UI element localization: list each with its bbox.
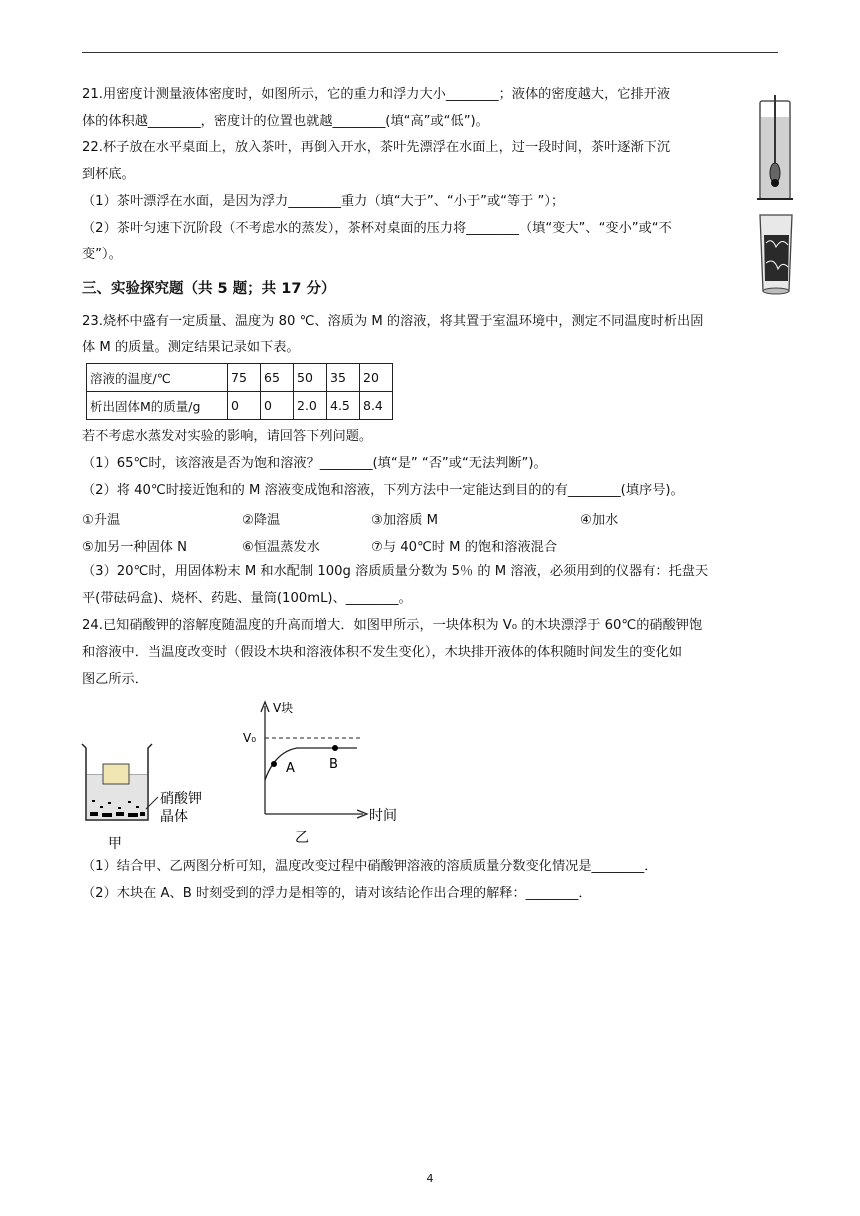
q24-line2: 和溶液中．当温度改变时（假设木块和溶液体积不发生变化），木块排开液体的体积随时间发生的变化如 bbox=[82, 645, 683, 660]
q23-sub1: （1）65℃时，该溶液是否为饱和溶液？________(填“是” “否”或“无法判断”)。 bbox=[82, 456, 547, 471]
table-cell: 0 bbox=[228, 392, 261, 420]
point-b-label: B bbox=[329, 757, 338, 772]
table-row bbox=[87, 364, 393, 392]
table-cell: 8.4 bbox=[360, 392, 393, 420]
point-a-label: A bbox=[286, 761, 295, 776]
q23-line2: 体 M 的质量。测定结果记录如下表。 bbox=[82, 340, 300, 355]
q22-sub1: （1）茶叶漂浮在水面，是因为浮力________重力（填“大于”、“小于”或“等于 ”）； bbox=[82, 194, 565, 209]
figure-label: 晶体 bbox=[160, 809, 188, 825]
table-cell: 35 bbox=[327, 364, 360, 392]
q22-sub2-line2: 变”）。 bbox=[82, 247, 122, 262]
q23-line1: 23.烧杯中盛有一定质量、温度为 80 ℃、溶质为 M 的溶液，将其置于室温环境中，测定不同温度时析出固 bbox=[82, 314, 704, 329]
q23-note: 若不考虑水蒸发对实验的影响，请回答下列问题。 bbox=[82, 429, 373, 444]
q22-line1: 22.杯子放在水平桌面上，放入茶叶，再倒入开水，茶叶先漂浮在水面上，过一段时间，茶叶逐渐下沉 bbox=[82, 140, 671, 155]
beaker-figure bbox=[78, 740, 238, 855]
option-7: ⑦与 40℃时 M 的饱和溶液混合 bbox=[371, 540, 558, 555]
table-cell: 0 bbox=[261, 392, 294, 420]
table-cell: 65 bbox=[261, 364, 294, 392]
point-a bbox=[271, 761, 277, 767]
page-number: 4 bbox=[426, 1172, 434, 1185]
x-axis-label: 时间 bbox=[369, 808, 397, 824]
header-rule bbox=[82, 52, 778, 53]
q23-sub3-line1: （3）20℃时，用固体粉末 M 和水配制 100g 溶质质量分数为 5％ 的 M 溶液，必须用到的仪器有：托盘天 bbox=[82, 564, 709, 579]
figure-caption: 乙 bbox=[295, 830, 309, 846]
q22-line2: 到杯底。 bbox=[82, 167, 135, 182]
option-4: ④加水 bbox=[580, 513, 619, 528]
q21-line1: 21.用密度计测量液体密度时，如图所示，它的重力和浮力大小________；液体的密度越大，它排开液 bbox=[82, 87, 671, 102]
q24-line3: 图乙所示． bbox=[82, 672, 148, 687]
table-cell: 20 bbox=[360, 364, 393, 392]
q24-sub1: （1）结合甲、乙两图分析可知，温度改变过程中硝酸钾溶液的溶质质量分数变化情况是________． bbox=[82, 859, 658, 874]
table-cell: 4.5 bbox=[327, 392, 360, 420]
option-3: ③加溶质 M bbox=[371, 513, 438, 528]
q22-sub2-line1: （2）茶叶匀速下沉阶段（不考虑水的蒸发），茶杯对桌面的压力将________（填“变大”、“变小”或“不 bbox=[82, 221, 672, 236]
q23-sub3-line2: 平(带砝码盒)、烧杯、药匙、量筒(100mL)、________。 bbox=[82, 591, 412, 606]
q23-sub2: （2）将 40℃时接近饱和的 M 溶液变成饱和溶液，下列方法中一定能达到目的的有________(填序号)。 bbox=[82, 483, 684, 498]
option-2: ②降温 bbox=[242, 513, 281, 528]
option-5: ⑤加另一种固体 N bbox=[82, 540, 188, 555]
table-row bbox=[87, 392, 393, 420]
figure-label: 硝酸钾 bbox=[160, 791, 202, 807]
q24-line1: 24.已知硝酸钾的溶解度随温度的升高而增大．如图甲所示，一块体积为 V₀ 的木块漂浮于 60℃的硝酸钾饱 bbox=[82, 618, 703, 633]
table-cell: 2.0 bbox=[294, 392, 327, 420]
table-cell: 析出固体M的质量/g bbox=[87, 392, 228, 420]
v0-label: V₀ bbox=[243, 731, 257, 745]
q24-sub2: （2）木块在 A、B 时刻受到的浮力是相等的，请对该结论作出合理的解释：________． bbox=[82, 886, 592, 901]
q21-line2: 体的体积越________，密度计的位置也就越________(填“高”或“低”)。 bbox=[82, 114, 489, 129]
tea-cup-figure bbox=[756, 213, 796, 295]
table-cell: 50 bbox=[294, 364, 327, 392]
section-heading: 三、实验探究题（共 5 题；共 17 分） bbox=[82, 281, 336, 297]
option-6: ⑥恒温蒸发水 bbox=[242, 540, 320, 555]
hydrometer-figure bbox=[755, 95, 795, 203]
y-axis-label: V块 bbox=[273, 701, 294, 715]
table-cell: 75 bbox=[228, 364, 261, 392]
point-b bbox=[332, 745, 338, 751]
figure-caption: 甲 bbox=[108, 836, 122, 852]
volume-time-graph bbox=[235, 698, 415, 848]
option-1: ①升温 bbox=[82, 513, 121, 528]
table-cell: 溶液的温度/℃ bbox=[87, 364, 228, 392]
data-table bbox=[86, 363, 393, 420]
